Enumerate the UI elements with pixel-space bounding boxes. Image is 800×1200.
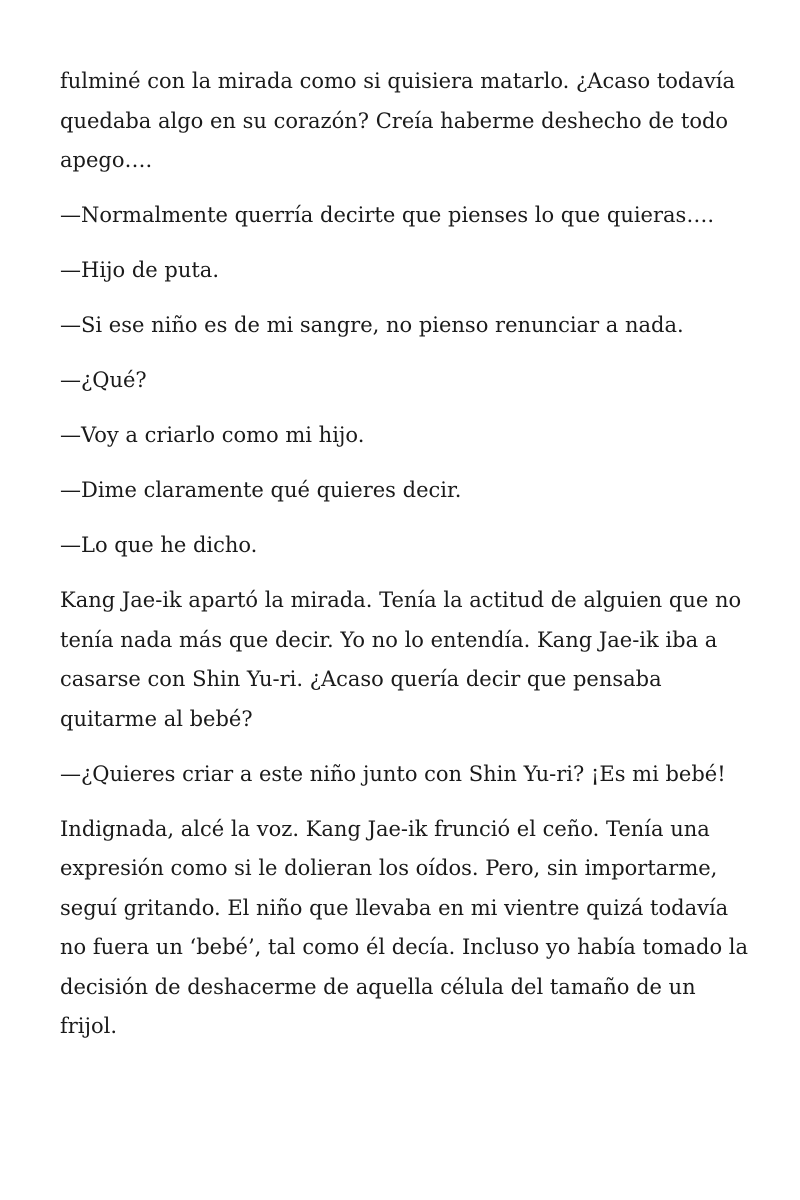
paragraph-8: —Lo que he dicho. xyxy=(60,533,258,557)
reader-page xyxy=(60,62,750,1062)
paragraph-4: —Si ese niño es de mi sangre, no pienso renunciar a nada. xyxy=(60,313,684,337)
paragraph-5: —¿Qué? xyxy=(60,368,147,392)
paragraph-7: —Dime claramente qué quieres decir. xyxy=(60,478,462,502)
paragraph-2: —Normalmente querría decirte que pienses lo que quieras…. xyxy=(60,203,714,227)
paragraph-11: Indignada, alcé la voz. Kang Jae-ik frunció el ceño. Tenía una expresión como si le dolieran los oídos. Pero, sin importarme, seguí gritando. El niño que llevaba en mi vientre quizá todavía no fuera un ‘bebé’, tal como él decía. Incluso yo había tomado la decisión de deshacerme de aquella célula del tamaño de un frijol. xyxy=(60,816,749,1038)
paragraph-9: Kang Jae-ik apartó la mirada. Tenía la actitud de alguien que no tenía nada más que decir. Yo no lo entendía. Kang Jae-ik iba a casarse con Shin Yu-ri. ¿Acaso quería decir que pensaba quitarme al bebé? xyxy=(60,588,742,731)
paragraph-3: —Hijo de puta. xyxy=(60,258,220,282)
paragraph-6: —Voy a criarlo como mi hijo. xyxy=(60,423,365,447)
paragraph-10: —¿Quieres criar a este niño junto con Shin Yu-ri? ¡Es mi bebé! xyxy=(60,761,726,786)
paragraph-1: fulminé con la mirada como si quisiera matarlo. ¿Acaso todavía quedaba algo en su corazón? Creía haberme deshecho de todo apego…. xyxy=(60,69,735,172)
